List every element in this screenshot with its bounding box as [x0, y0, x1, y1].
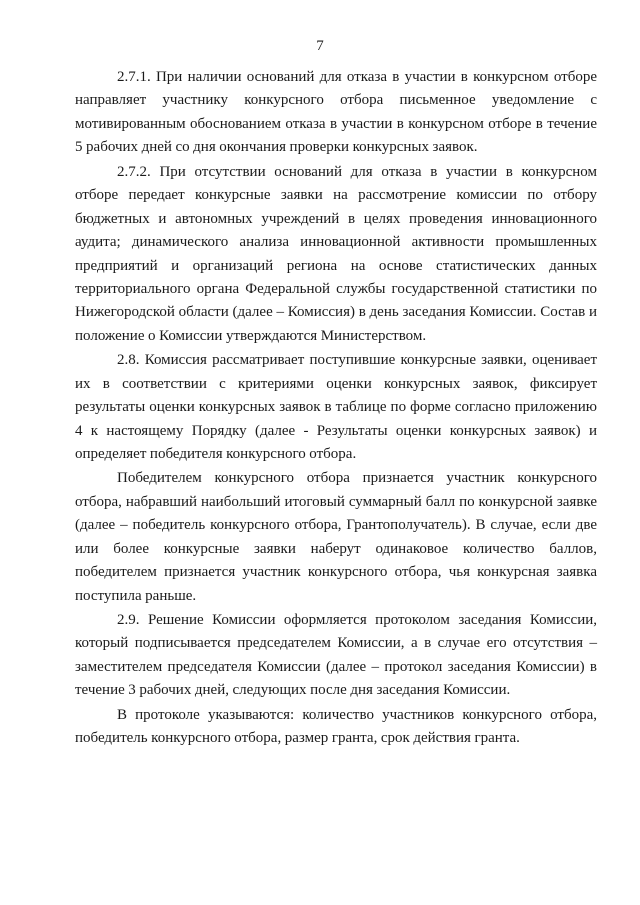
paragraph-winner-definition: Победителем конкурсного отбора признается участник конкурсного отбора, набравший наибольший итоговый суммарный балл по конкурсной заявке (далее – победитель конкурсного отбора, Грантополучатель). В случае, если две или более конкурсные заявки наберут одинаковое количество баллов, победителем признается участник конкурсного отбора, чья конкурсная заявка поступила раньше. — [75, 470, 597, 604]
page-number: 7 — [316, 38, 324, 54]
paragraph-2-9: 2.9. Решение Комиссии оформляется протоколом заседания Комиссии, который подписывается председателем Комиссии, а в случае его отсутствия – заместителем председателя Комиссии (далее – протокол заседания Комиссии) в течение 3 рабочих дней, следующих после дня заседания Комиссии. — [75, 611, 597, 699]
paragraph-2-8: 2.8. Комиссия рассматривает поступившие конкурсные заявки, оценивает их в соответствии с критериями оценки конкурсных заявок, фиксирует результаты оценки конкурсных заявок в таблице по форме согласно приложению 4 к настоящему Порядку (далее - Результаты оценки конкурсных заявок) и определяет победителя конкурсного отбора. — [75, 352, 597, 463]
paragraph-2-7-1: 2.7.1. При наличии оснований для отказа в участии в конкурсном отборе направляет участнику конкурсного отбора письменное уведомление с мотивированным обоснованием отказа в участии в конкурсном отборе в течение 5 рабочих дней со дня окончания проверки конкурсных заявок. — [75, 69, 597, 156]
paragraph-protocol-contents: В протоколе указываются: количество участников конкурсного отбора, победитель конкурсного отбора, размер гранта, срок действия гранта. — [75, 706, 597, 747]
document-body — [75, 66, 597, 751]
paragraph-2-7-2: 2.7.2. При отсутствии оснований для отказа в участии в конкурсном отборе передает конкурсные заявки на рассмотрение комиссии по отбору бюджетных и автономных учреждений в целях проведения инновационного аудита; динамического анализа инновационной активности промышленных предприятий и организаций региона на основе статистических данных территориального органа Федеральной службы государственной статистики по Нижегородской области (далее – Комиссия) в день заседания Комиссии. Состав и положение о Комиссии утверждаются Министерством. — [75, 163, 597, 344]
